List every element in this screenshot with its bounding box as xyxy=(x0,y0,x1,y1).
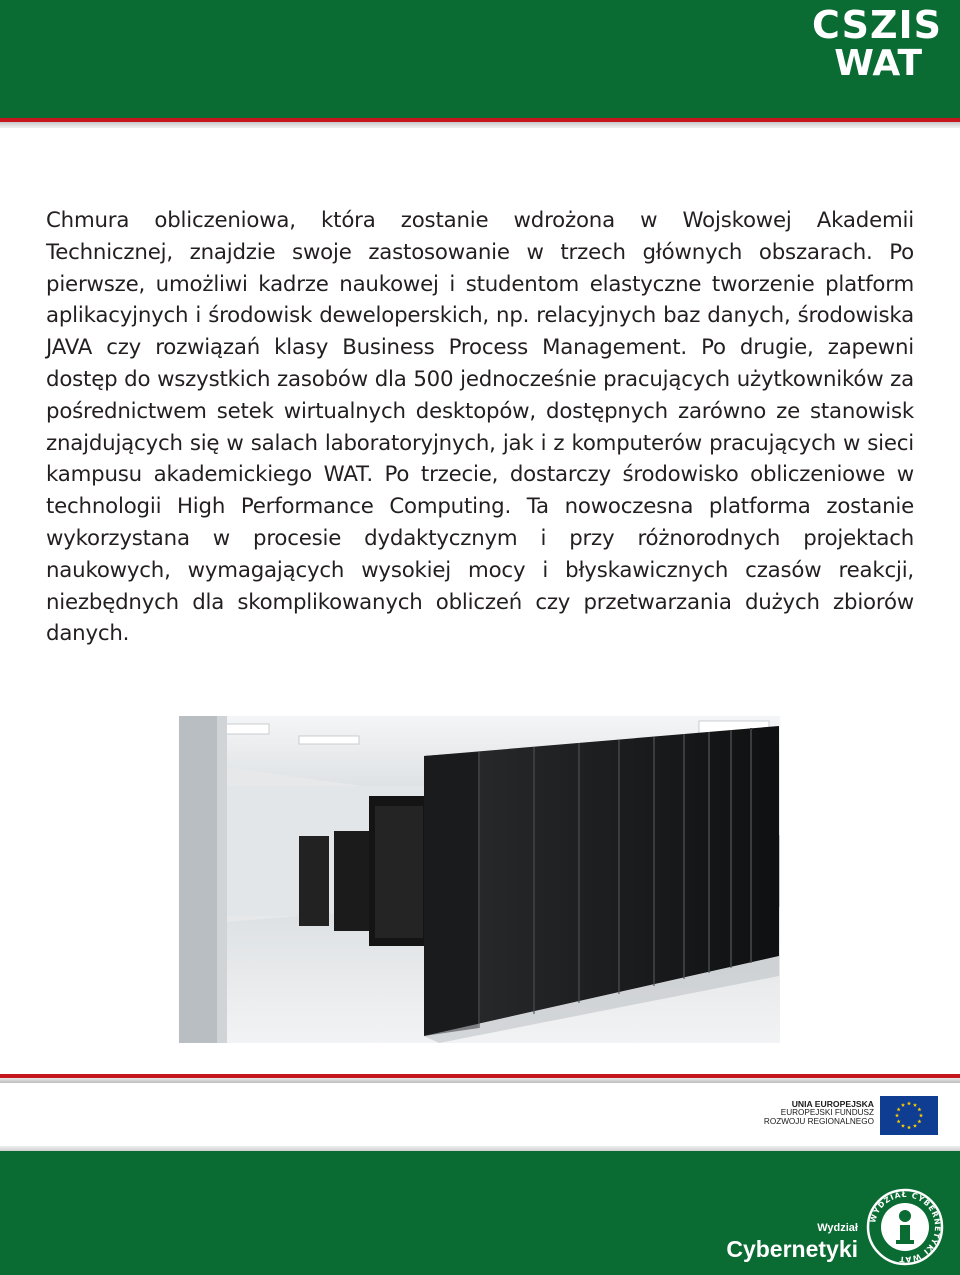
eu-star-icon xyxy=(897,1119,901,1123)
eu-star-icon xyxy=(901,1124,905,1128)
eu-star-icon xyxy=(907,1101,911,1105)
cszis-wat-logo xyxy=(812,3,943,84)
eu-star-icon xyxy=(901,1103,905,1107)
eu-star-icon xyxy=(907,1125,911,1129)
eu-star-icon xyxy=(913,1103,917,1107)
faculty-seal-icon xyxy=(866,1188,944,1266)
header-gray-stripe xyxy=(0,122,960,128)
eu-line-2: EUROPEJSKI FUNDUSZ xyxy=(780,1108,874,1118)
eu-fund-logo xyxy=(760,1096,940,1136)
eu-star-icon xyxy=(913,1124,917,1128)
eu-star-icon xyxy=(919,1113,923,1117)
eu-line-3: ROZWOJU REGIONALNEGO xyxy=(763,1116,874,1126)
logo-line-wat: WAT xyxy=(834,43,922,84)
footer-gray-stripe xyxy=(0,1078,960,1083)
seal-text: WYDZIAŁ CYBERNETYKI WAT xyxy=(868,1189,943,1265)
logo-line-cszis: CSZIS xyxy=(812,3,943,47)
eu-star-icon xyxy=(917,1107,921,1111)
main-content xyxy=(46,205,914,650)
eu-star-icon xyxy=(897,1107,901,1111)
eu-fund-text xyxy=(764,1100,874,1126)
eu-flag-icon xyxy=(880,1096,938,1135)
department-label-small: Wydział xyxy=(817,1222,858,1234)
eu-line-1: UNIA EUROPEJSKA xyxy=(791,1099,874,1109)
eu-star-icon xyxy=(917,1119,921,1123)
eu-star-icon xyxy=(895,1113,899,1117)
department-label xyxy=(726,1222,858,1263)
server-room-photo xyxy=(179,716,780,1043)
body-paragraph: Chmura obliczeniowa, która zostanie wdrożona w Wojskowej Akademii Technicznej, znajdzie swoje zastosowanie w trzech głównych obszarach. Po pierwsze, umożliwi kadrze naukowej i studentom elastyczne tworzenie platform aplikacyjnych i środowisk deweloperskich, np. relacyjnych baz danych, środowiska JAVA czy rozwiązań klasy Business Process Management. Po drugie, zapewni dostęp do wszystkich zasobów dla 500 jednocześnie pracujących użytkowników za pośrednictwem setek wirtualnych desktopów, dostępnych zarówno ze stanowisk znajdujących się w salach laboratoryjnych, jak i z komputerów pracujących w sieci kampusu akademickiego WAT. Po trzecie, dostarczy środowisko obliczeniowe w technologii High Performance Computing. Ta nowoczesna platforma zostanie wykorzystana w procesie dydaktycznym i przy różnorodnych projektach naukowych, wymagających wysokiej mocy i błyskawicznych czasów reakcji, niezbędnych dla skomplikowanych obliczeń czy przetwarzania dużych zbiorów danych. xyxy=(46,208,914,647)
header-bar xyxy=(0,0,960,118)
department-label-big: Cybernetyki xyxy=(726,1236,858,1262)
server-room-illustration xyxy=(179,716,780,1043)
